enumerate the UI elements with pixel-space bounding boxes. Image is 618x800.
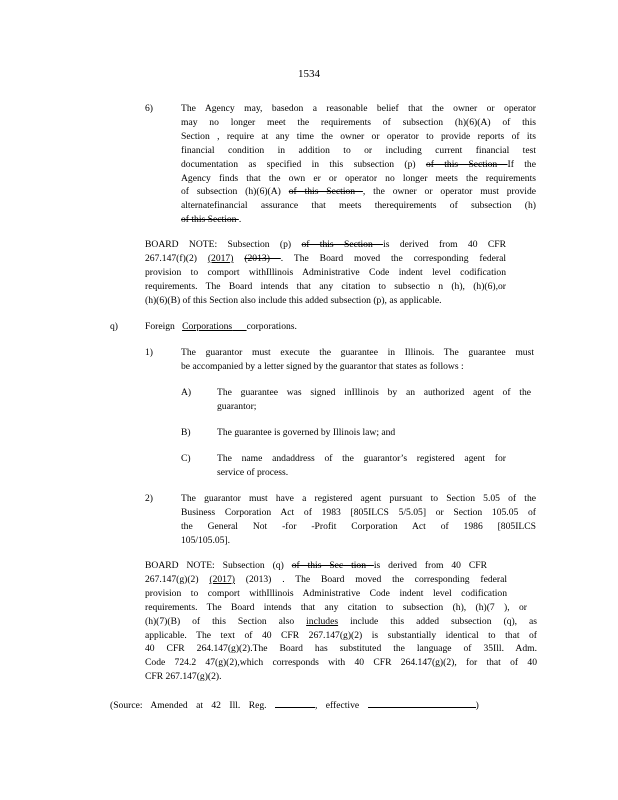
text-line: The guarantor must execute the guarantee in Illinois. The guarantee must bbox=[181, 347, 534, 358]
text-fragment: include this added subsection (q), as bbox=[350, 615, 538, 627]
text-line: The guarantee was signed inIllinois by an authorized agent of the bbox=[217, 387, 531, 398]
text-line: Agency finds that the own er or operator no longer meets the requirements bbox=[181, 172, 536, 184]
text-line: CFR 267.147(g)(2). bbox=[145, 671, 222, 683]
text-fragment: . bbox=[294, 321, 297, 332]
text-fragment: If the bbox=[507, 158, 536, 170]
inserted-text: (2017) bbox=[207, 252, 234, 264]
text-line: (h)(6)(B) of this Section also include this added subsection (p), as applicable. bbox=[145, 294, 442, 306]
text-line bbox=[110, 697, 510, 713]
text-line bbox=[145, 615, 537, 629]
struck-text: of this Sec tion bbox=[291, 560, 374, 571]
struck-text: of this Section bbox=[301, 239, 384, 250]
item-q1a-paragraph bbox=[217, 386, 531, 414]
item-q1c-label: C) bbox=[181, 453, 191, 464]
text-fragment: (h)(7)(B) of this Section also bbox=[145, 615, 295, 627]
reg-volume-blank bbox=[275, 697, 315, 708]
inserted-text: (2017) bbox=[209, 573, 235, 585]
item-q1c-paragraph bbox=[217, 452, 506, 480]
item-q-heading bbox=[145, 320, 445, 334]
board-note-p bbox=[145, 238, 506, 308]
text-line: 105/105.05]. bbox=[181, 534, 231, 546]
text-line: applicable. The text of 40 CFR 267.147(g)(2) is substantially identical to that of bbox=[145, 629, 537, 641]
struck-text: of this Section bbox=[181, 214, 239, 226]
item-q1a-label: A) bbox=[181, 387, 192, 398]
text-line bbox=[145, 573, 507, 587]
struck-text: (2013) bbox=[244, 252, 281, 264]
text-fragment: (Source: Amended at 42 Ill. Reg. bbox=[110, 700, 267, 711]
text-line: the General Not -for -Profit Corporation Act of 1986 [805ILCS bbox=[181, 520, 536, 532]
text-line: provision to comport withIllinois Administrative Code indent level codification bbox=[145, 587, 507, 599]
text-fragment: 267.147(g)(2) bbox=[145, 573, 199, 585]
struck-text: of this Section bbox=[288, 186, 363, 198]
text-line: requirements. The Board intends that any citation to subsection (h), (h)(7 ), or bbox=[145, 601, 527, 613]
effective-date-blank bbox=[368, 697, 476, 708]
item-q2-paragraph bbox=[181, 492, 536, 548]
item-q2-label: 2) bbox=[145, 493, 153, 504]
text-fragment: BOARD NOTE: Subsection (q) bbox=[145, 560, 284, 571]
item-6-paragraph bbox=[181, 102, 536, 227]
item-6-label: 6) bbox=[145, 103, 153, 114]
text-fragment: 267.147(f)(2) bbox=[145, 252, 197, 264]
source-line bbox=[110, 697, 510, 713]
text-line: service of process. bbox=[217, 466, 289, 478]
item-q1b-label: B) bbox=[181, 427, 191, 438]
text-fragment: . bbox=[238, 214, 242, 226]
text-fragment: is derived from 40 CFR bbox=[373, 560, 487, 571]
text-line: financial condition in addition to or including current financial test bbox=[181, 144, 536, 156]
text-line: Code 724.2 47(g)(2),which corresponds with 40 CFR 264.147(g)(2), for that of 40 bbox=[145, 657, 537, 669]
item-q-label: q) bbox=[110, 321, 118, 332]
text-fragment: ) bbox=[475, 700, 479, 711]
text-line: alternatefinancial assurance that meets therequirements of subsection (h) bbox=[181, 200, 536, 212]
text-line: may no longer meet the requirements of subsection (h)(6)(A) of this bbox=[181, 116, 536, 128]
text-line bbox=[181, 158, 536, 172]
page-number: 1534 bbox=[298, 68, 320, 80]
item-q1-label: 1) bbox=[145, 347, 153, 358]
text-line: requirements. The Board intends that any citation to subsectio n (h), (h)(6),or bbox=[145, 280, 506, 292]
struck-text: of this Section bbox=[425, 158, 508, 170]
text-fragment: of subsection (h)(6)(A) bbox=[181, 186, 281, 198]
board-note-q bbox=[145, 559, 537, 684]
text-line: guarantor; bbox=[217, 400, 257, 412]
text-line bbox=[145, 238, 506, 252]
text-line: The guarantee is governed by Illinois law; and bbox=[217, 427, 396, 438]
text-fragment: Foreign bbox=[145, 321, 175, 332]
text-line bbox=[145, 252, 506, 266]
text-line: The guarantor must have a registered agent pursuant to Section 5.05 of the bbox=[181, 493, 536, 504]
text-line: The Agency may, basedon a reasonable belief that the owner or operator bbox=[181, 103, 536, 114]
text-fragment: (2013) . The Board moved the corresponding federal bbox=[245, 573, 508, 585]
text-fragment: is derived from 40 CFR bbox=[383, 239, 506, 250]
text-fragment: documentation as specified in this subsection (p) bbox=[181, 158, 416, 170]
text-line bbox=[145, 559, 487, 573]
inserted-text: includes bbox=[306, 615, 339, 627]
text-line: Business Corporation Act of 1983 [805ILCS 5/5.05] or Section 105.05 of bbox=[181, 506, 536, 518]
item-q1-paragraph bbox=[181, 346, 534, 374]
item-q1b-paragraph bbox=[217, 426, 517, 440]
text-line bbox=[145, 320, 445, 334]
text-fragment: . The Board moved the corresponding federal bbox=[280, 252, 506, 264]
text-line: Section , require at any time the owner or operator to provide reports of its bbox=[181, 130, 536, 142]
text-fragment: , the owner or operator must provide bbox=[362, 186, 537, 198]
text-line: be accompanied by a letter signed by the guarantor that states as follows : bbox=[181, 360, 464, 372]
text-fragment: corporations bbox=[246, 321, 295, 332]
text-line: 40 CFR 264.147(g)(2).The Board has substituted the language of 35Ill. Adm. bbox=[145, 643, 537, 655]
text-line bbox=[181, 213, 536, 227]
text-fragment: BOARD NOTE: Subsection (p) bbox=[145, 239, 292, 250]
text-line: provision to comport withIllinois Administrative Code indent level codification bbox=[145, 266, 506, 278]
inserted-text: Corporations bbox=[182, 321, 233, 332]
text-fragment: , effective bbox=[314, 700, 360, 711]
text-line bbox=[181, 185, 536, 199]
text-line: The name andaddress of the guarantor’s registered agent for bbox=[217, 453, 506, 464]
